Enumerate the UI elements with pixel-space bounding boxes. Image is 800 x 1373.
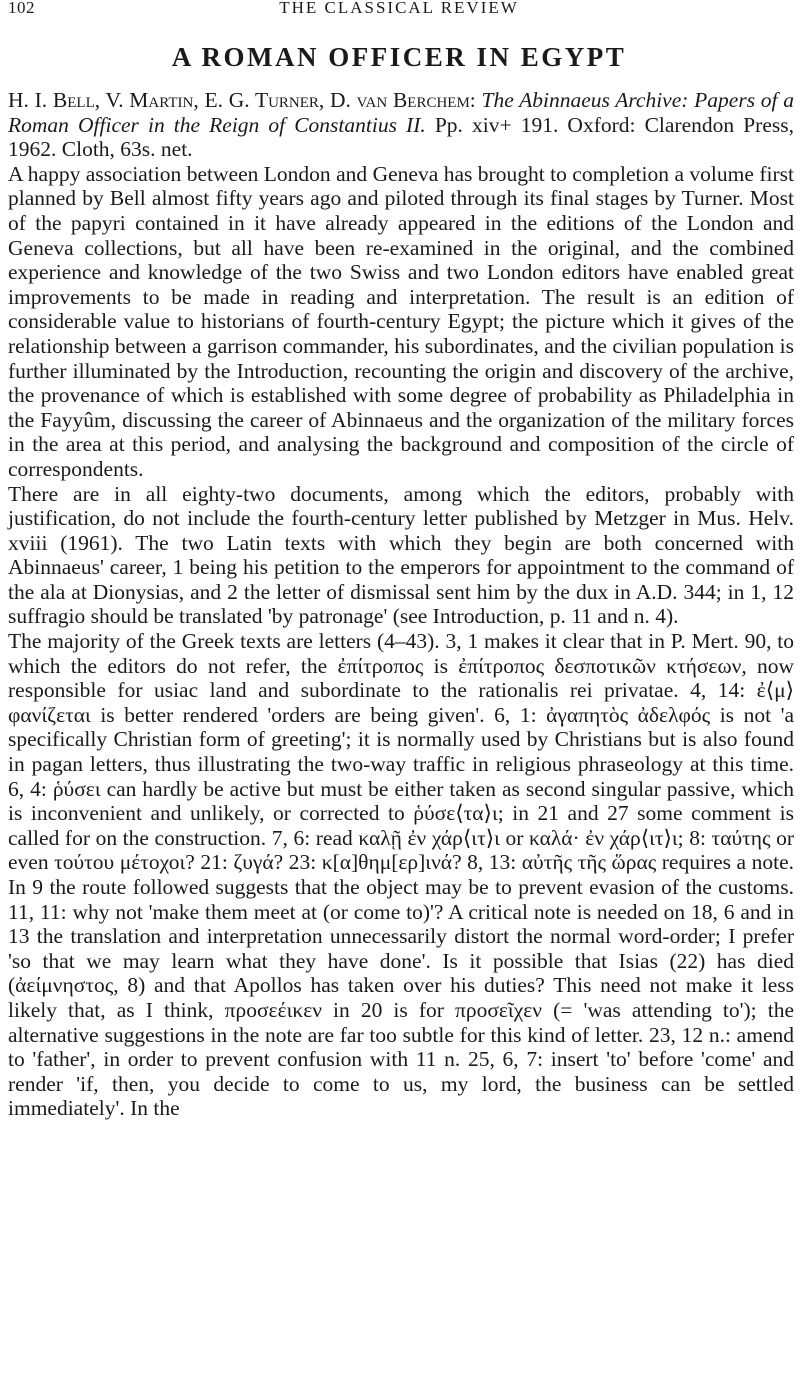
page-number: 102 (8, 0, 35, 17)
paragraph-1: A happy association between London and Geneva has brought to completion a volume first planned by Bell almost fifty years ago and piloted through its final stages by Turner. Most of the papyri contained in it have already appeared in the editions of the London and Geneva collections, but all have been re-examined in the original, and the combined experience and knowledge of the two Swiss and two London editors have enabled great improvements to be made in reading and interpretation. The result is an edition of considerable value to historians of fourth-century Egypt; the picture which it gives of the relationship between a garrison commander, his subordinates, and the civilian population is further illuminated by the Introduction, recounting the origin and discovery of the archive, the provenance of which is established with some degree of probability as Philadelphia in the Fayyûm, discussing the career of Abinnaeus and the organization of the military forces in the area at this period, and analysing the background and composition of the circle of correspondents. (8, 161, 794, 481)
book-citation (8, 88, 794, 162)
paragraph-3: The majority of the Greek texts are letters (4–43). 3, 1 makes it clear that in P. Mert. 90, to which the editors do not refer, the ἐπίτροπος is ἐπίτροπος δεσποτικῶν κτήσεων, now responsible for usiac land and subordinate to the rationalis rei privatae. 4, 14: ἐ⟨μ⟩φανίζεται is better rendered 'orders are being given'. 6, 1: ἀγαπητὸς ἀδελφός is not 'a specifically Christian form of greeting'; it is normally used by Christians but is also found in pagan letters, thus illustrating the two-way traffic in religious phraseology at this time. 6, 4: ῥύσει can hardly be active but must be either taken as second singular passive, which is inconvenient and unlikely, or corrected to ῥύσε⟨τα⟩ι; in 21 and 27 some comment is called for on the construction. 7, 6: read καλῇ ἐν χάρ⟨ιτ⟩ι or καλά· ἐν χάρ⟨ιτ⟩ι; 8: ταύτης or even τούτου μέτοχοι? 21: ζυγά? 23: κ[α]θημ[ερ]ινά? 8, 13: αὐτῆς τῆς ὥρας requires a note. In 9 the route followed suggests that the object may be to prevent evasion of the customs. 11, 11: why not 'make them meet at (or come to)'? A critical note is needed on 18, 6 and in 13 the translation and interpretation unnecessarily distort the normal word-order; I prefer 'so that we may learn what they have done'. Is it possible that Isias (22) has died (ἀείμνηστος, 8) and that Apollos has taken over his duties? This need not make it less likely that, as I think, προσεέικεν in 20 is for προσεῖχεν (= 'was attending to'); the alternative suggestions in the note are far too subtle for this kind of letter. 23, 12 n.: amend to 'father', in order to prevent confusion with 11 n. 25, 6, 7: insert 'to' before 'come' and render 'if, then, you decide to come to us, my lord, the business can be settled immediately'. In the (8, 629, 794, 1121)
review-body (4, 162, 794, 1121)
journal-title: THE CLASSICAL REVIEW (279, 0, 519, 17)
paragraph-2: There are in all eighty-two documents, among which the editors, probably with justification, do not include the fourth-century letter published by Metzger in Mus. Helv. xviii (1961). The two Latin texts with which they begin are both concerned with Abinnaeus' career, 1 being his petition to the emperors for appointment to the command of the ala at Dionysias, and 2 the letter of dismissal sent him by the dux in A.D. 344; in 1, 12 suffragio should be translated 'by patronage' (see Introduction, p. 11 and n. 4). (8, 481, 794, 629)
running-head (4, 0, 794, 22)
article-title: A ROMAN OFFICER IN EGYPT (171, 42, 627, 72)
citation-authors: H. I. Bell, V. Martin, E. G. Turner, D. van Berchem: (8, 88, 476, 112)
citation-book-title: The Abinnaeus Archive: Papers of a Roman Officer in the Reign of Constantius II. (8, 88, 794, 137)
citation-details: Pp. xiv+ 191. Oxford: Clarendon Press, 1962. Cloth, 63s. net. (8, 112, 794, 162)
